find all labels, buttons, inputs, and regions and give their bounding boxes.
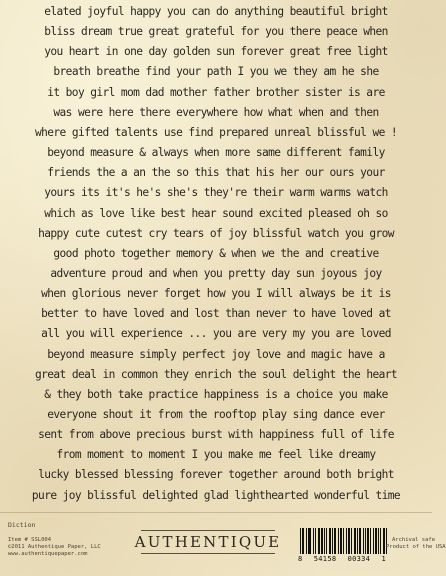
barcode-bar xyxy=(332,528,333,554)
word-line: breath breathe find your path I you we they am he she xyxy=(53,65,379,79)
barcode-bar xyxy=(375,528,376,554)
barcode-bar xyxy=(300,528,301,554)
barcode-bar xyxy=(341,528,342,554)
word-line: elated joyful happy you can do anything beautiful bright xyxy=(44,5,388,18)
barcode-bar xyxy=(309,528,310,554)
product-title: Diction xyxy=(8,521,36,529)
word-line: beyond measure simply perfect joy love and magic have a xyxy=(47,347,385,361)
barcode-bar xyxy=(376,528,377,554)
barcode-bar xyxy=(313,528,314,554)
word-line: everyone shout it from the rooftop play sing dance ever xyxy=(47,408,385,421)
word-line: was were here there everywhere how what when and then xyxy=(53,105,379,119)
barcode-bar xyxy=(326,528,327,554)
word-line: pure joy blissful delighted glad lighthearted wonderful time xyxy=(31,488,401,502)
word-line: sent from above precious burst with happiness full of life xyxy=(38,428,394,442)
barcode-digit-group: 54158 xyxy=(313,555,337,563)
footer-divider xyxy=(0,512,432,513)
word-line: bliss dream true great grateful for you there peace when xyxy=(44,25,388,39)
barcode-bar xyxy=(303,528,304,554)
barcode-bar xyxy=(343,528,344,554)
barcode-bar xyxy=(340,528,341,554)
word-line: where gifted talents use find prepared unreal blissful we ! xyxy=(35,125,397,139)
item-number: Item # SSL004 xyxy=(8,537,52,543)
barcode-icon xyxy=(300,528,388,554)
barcode-bar xyxy=(318,528,319,554)
copyright-text: ©2011 Authentique Paper, LLC xyxy=(8,544,101,550)
word-line: lucky blessed blessing forever together around both bright xyxy=(38,468,394,482)
word-line: better to have loved and lost than never to have loved at xyxy=(41,307,391,321)
brand-logo-text: AUTHENTIQUE xyxy=(134,533,282,551)
barcode-bar xyxy=(354,528,355,554)
archival-note: Archival safe xyxy=(392,537,436,543)
barcode-bar xyxy=(383,528,384,554)
barcode-bar xyxy=(363,528,364,554)
barcode-bar xyxy=(319,528,320,554)
barcode-bar xyxy=(330,528,331,554)
barcode-bar xyxy=(360,528,361,554)
origin-note: Product of the USA xyxy=(386,544,446,550)
barcode-bar xyxy=(322,528,323,554)
word-line: happy cute cutest cry tears of joy blissful watch you grow xyxy=(38,226,394,240)
barcode-digit-group: 1 xyxy=(381,555,386,563)
barcode-bar xyxy=(384,528,385,554)
word-line: adventure proud and when you pretty day sun joyous joy xyxy=(50,266,382,280)
word-line: good photo together memory & when we the and creative xyxy=(53,246,379,260)
barcode-bar xyxy=(348,528,349,554)
barcode-bar xyxy=(308,528,309,554)
barcode-bar xyxy=(346,528,347,554)
barcode-bar xyxy=(324,528,325,554)
barcode-bar xyxy=(315,528,316,554)
barcode-bar xyxy=(378,528,379,554)
barcode-bar xyxy=(359,528,360,554)
barcode-bar xyxy=(321,528,322,554)
barcode-bar xyxy=(338,528,339,554)
barcode-digit-group: 00334 xyxy=(347,555,371,563)
barcode-bar xyxy=(335,528,336,554)
barcode-bar xyxy=(310,528,311,554)
barcode-number xyxy=(298,555,386,563)
barcode-bar xyxy=(365,528,366,554)
word-line: & they both take practice happiness is a choice you make xyxy=(44,387,388,401)
barcode-digit-group: 8 xyxy=(298,555,303,563)
brand-logo xyxy=(134,530,282,554)
word-line: which as love like best hear sound excited pleased oh so xyxy=(44,206,388,220)
barcode-bar xyxy=(351,528,352,554)
word-line: you heart in one day golden sun forever great free light xyxy=(44,45,388,59)
word-line: yours its it's he's she's they're their warm warms watch xyxy=(44,186,388,200)
barcode-bar xyxy=(306,528,307,554)
barcode-bar xyxy=(368,528,369,554)
barcode-bar xyxy=(349,528,350,554)
barcode-bar xyxy=(373,528,374,554)
barcode-bar xyxy=(380,528,381,554)
website-link[interactable]: www.authentiquepaper.com xyxy=(8,551,88,557)
barcode-bar xyxy=(334,528,335,554)
barcode-bar xyxy=(367,528,368,554)
barcode-bar xyxy=(357,528,358,554)
barcode-bar xyxy=(329,528,330,554)
barcode-bar xyxy=(370,528,371,554)
word-line: great deal in common they enrich the soul delight the heart xyxy=(35,367,397,381)
word-line: beyond measure & always when more same different family xyxy=(47,146,385,160)
word-line: all you will experience ... you are very my you are loved xyxy=(41,327,391,341)
word-line: from moment to moment I you make me feel like dreamy xyxy=(56,448,376,462)
word-line: when glorious never forget how you I will always be it is xyxy=(41,287,391,301)
barcode-bar xyxy=(302,528,303,554)
word-line: it boy girl mom dad mother father brother sister is are xyxy=(47,85,385,99)
barcode-bar xyxy=(355,528,356,554)
word-line: friends the a an the so this that his her our ours your xyxy=(47,166,385,180)
